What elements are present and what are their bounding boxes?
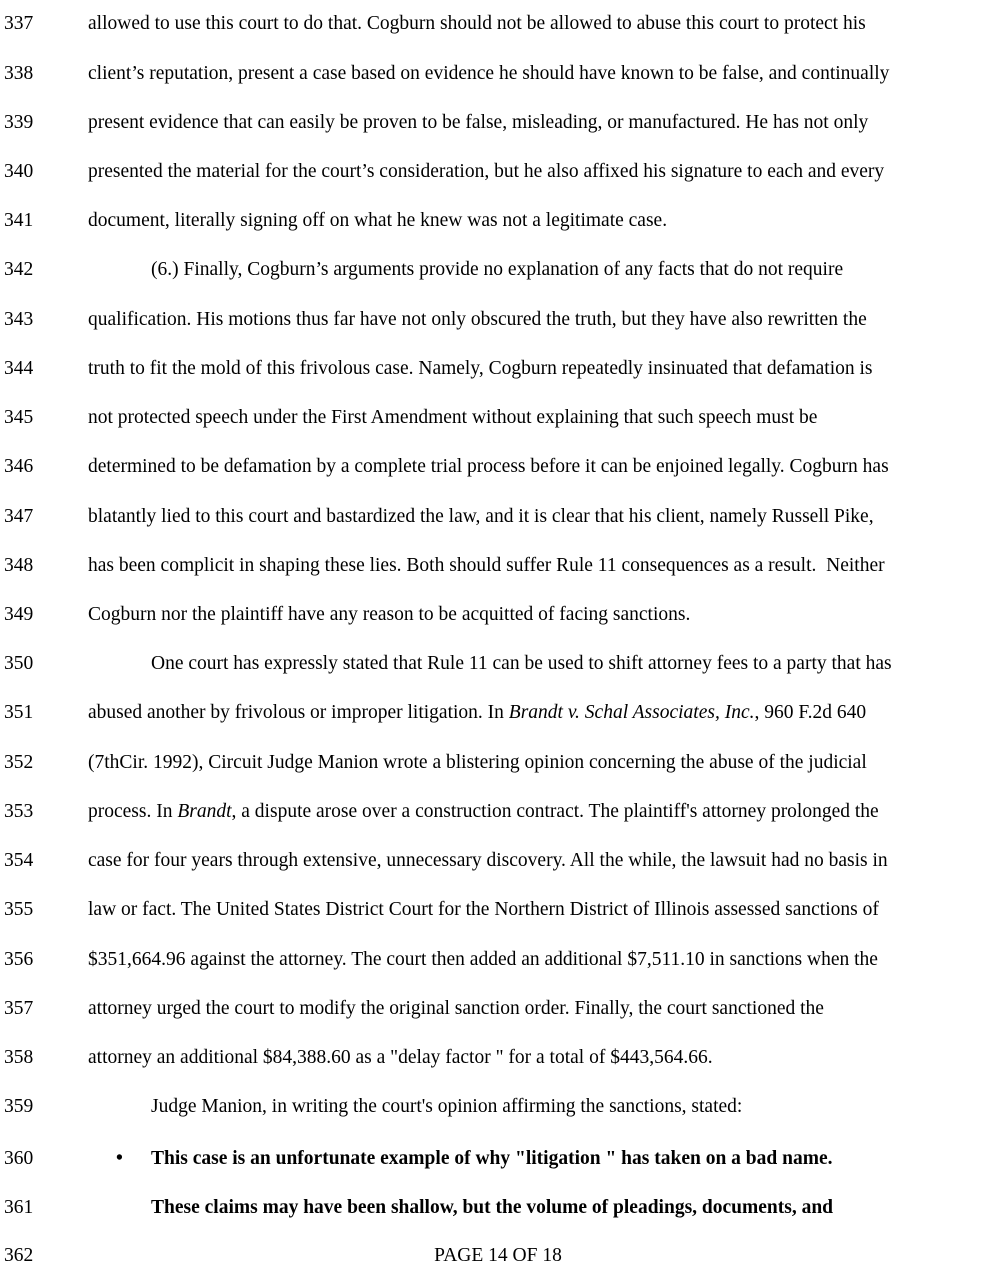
line-text-part: , a dispute arose over a construction contract. The plaintiff's attorney prolonged the	[231, 801, 879, 822]
line-349	[0, 600, 996, 630]
line-344	[0, 354, 996, 384]
bullet-icon: •	[116, 1148, 123, 1169]
line-number: 358	[4, 1047, 34, 1068]
line-347	[0, 502, 996, 532]
line-number: 337	[4, 13, 34, 34]
line-text: Cogburn nor the plaintiff have any reason to be acquitted of facing sanctions.	[88, 604, 691, 625]
line-text: case for four years through extensive, unnecessary discovery. All the while, the lawsuit had no basis in	[88, 850, 888, 871]
case-name: Brandt	[177, 801, 232, 822]
line-number: 353	[4, 801, 34, 822]
line-361	[0, 1193, 996, 1223]
line-text-part: process. In	[88, 801, 178, 822]
line-text: law or fact. The United States District Court for the Northern District of Illinois assessed sanctions of	[88, 899, 879, 920]
line-338	[0, 59, 996, 89]
line-341	[0, 206, 996, 236]
line-number: 344	[4, 358, 34, 379]
line-text	[88, 797, 970, 827]
line-text: (6.) Finally, Cogburn’s arguments provide no explanation of any facts that do not require	[151, 259, 844, 280]
line-number: 362	[4, 1245, 34, 1266]
line-text: document, literally signing off on what he knew was not a legitimate case.	[88, 210, 668, 231]
line-352	[0, 748, 996, 778]
line-339	[0, 108, 996, 138]
line-text: attorney urged the court to modify the original sanction order. Finally, the court sanctioned the	[88, 998, 824, 1019]
case-citation: Brandt v. Schal Associates, Inc.	[508, 702, 755, 723]
line-text-part: , 960 F.2d 640	[754, 702, 867, 723]
line-359	[0, 1092, 996, 1122]
line-number: 349	[4, 604, 34, 625]
line-345	[0, 403, 996, 433]
line-text: Judge Manion, in writing the court's opinion affirming the sanctions, stated:	[151, 1096, 743, 1117]
line-text: truth to fit the mold of this frivolous case. Namely, Cogburn repeatedly insinuated that defamation is	[88, 358, 873, 379]
line-number: 338	[4, 63, 34, 84]
line-number: 351	[4, 702, 34, 723]
line-number: 347	[4, 506, 34, 527]
line-356	[0, 945, 996, 975]
line-number: 350	[4, 653, 34, 674]
line-number: 341	[4, 210, 34, 231]
line-text: attorney an additional $84,388.60 as a "delay factor " for a total of $443,564.66.	[88, 1047, 713, 1068]
line-number: 361	[4, 1197, 34, 1218]
line-337	[0, 9, 996, 39]
line-number: 343	[4, 309, 34, 330]
line-number: 348	[4, 555, 34, 576]
line-number: 352	[4, 752, 34, 773]
line-358	[0, 1043, 996, 1073]
line-343	[0, 305, 996, 335]
line-number: 360	[4, 1148, 34, 1169]
line-348	[0, 551, 996, 581]
line-number: 340	[4, 161, 34, 182]
line-text: blatantly lied to this court and bastardized the law, and it is clear that his client, namely Russell Pike,	[88, 506, 874, 527]
line-340	[0, 157, 996, 187]
quote-text: This case is an unfortunate example of why "litigation " has taken on a bad name.	[151, 1148, 833, 1169]
line-text: present evidence that can easily be proven to be false, misleading, or manufactured. He has not only	[88, 112, 869, 133]
line-number: 359	[4, 1096, 34, 1117]
line-357	[0, 994, 996, 1024]
line-number: 356	[4, 949, 34, 970]
line-text: determined to be defamation by a complete trial process before it can be enjoined legally. Cogburn has	[88, 456, 889, 477]
line-342	[0, 255, 996, 285]
line-text: presented the material for the court’s consideration, but he also affixed his signature to each and every	[88, 161, 885, 182]
line-text	[88, 698, 970, 728]
line-text: $351,664.96 against the attorney. The court then added an additional $7,511.10 in sanctions when the	[88, 949, 878, 970]
line-350	[0, 649, 996, 679]
line-number: 354	[4, 850, 34, 871]
line-346	[0, 452, 996, 482]
line-text: has been complicit in shaping these lies. Both should suffer Rule 11 consequences as a result. Neither	[88, 555, 885, 576]
page-footer: PAGE 14 OF 18	[434, 1245, 562, 1266]
line-351	[0, 698, 996, 728]
line-text: not protected speech under the First Amendment without explaining that such speech must be	[88, 407, 818, 428]
line-355	[0, 895, 996, 925]
line-text: allowed to use this court to do that. Cogburn should not be allowed to abuse this court to protect his	[88, 13, 866, 34]
line-number: 346	[4, 456, 34, 477]
quote-text: These claims may have been shallow, but the volume of pleadings, documents, and	[151, 1197, 834, 1218]
line-text: client’s reputation, present a case based on evidence he should have known to be false, and continually	[88, 63, 890, 84]
line-360	[0, 1144, 996, 1174]
line-number: 345	[4, 407, 34, 428]
line-number: 339	[4, 112, 34, 133]
line-text-part: abused another by frivolous or improper litigation. In	[88, 702, 509, 723]
line-354	[0, 846, 996, 876]
line-text: One court has expressly stated that Rule 11 can be used to shift attorney fees to a party that has	[151, 653, 892, 674]
line-number: 357	[4, 998, 34, 1019]
line-353	[0, 797, 996, 827]
line-number: 355	[4, 899, 34, 920]
line-text: (7thCir. 1992), Circuit Judge Manion wrote a blistering opinion concerning the abuse of the judicial	[88, 752, 867, 773]
line-text: qualification. His motions thus far have not only obscured the truth, but they have also rewritten the	[88, 309, 867, 330]
line-number: 342	[4, 259, 34, 280]
